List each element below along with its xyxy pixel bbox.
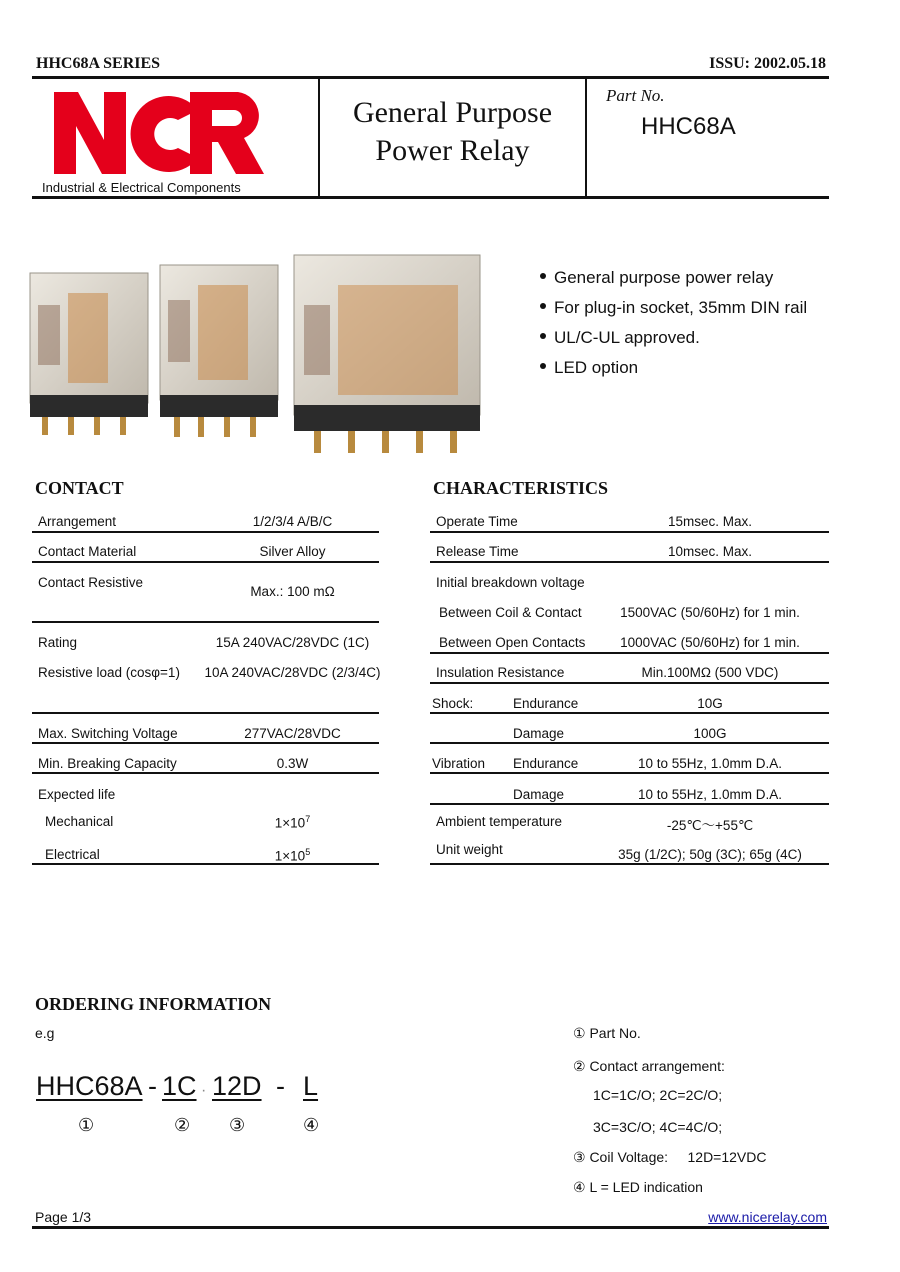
legend-contact-values-1: 1C=1C/O; 2C=2C/O; xyxy=(593,1087,723,1103)
legend-coil-voltage: ③ Coil Voltage: 12D=12VDC xyxy=(573,1149,767,1165)
vibration-label: Vibration xyxy=(432,756,486,771)
unit-weight-value: 35g (1/2C); 50g (3C); 65g (4C) xyxy=(618,847,802,862)
expected-life-label: Expected life xyxy=(38,787,116,802)
contact-arrangement-label: Arrangement xyxy=(38,514,117,529)
row-divider xyxy=(430,531,829,533)
code-coil: 12D xyxy=(212,1071,262,1101)
contact-arrangement-value: 1/2/3/4 A/B/C xyxy=(252,514,333,529)
contact-section-title: CONTACT xyxy=(35,478,124,498)
bullet-icon xyxy=(540,363,546,369)
ncr-logo xyxy=(52,88,267,180)
code-separator: · xyxy=(201,1082,207,1099)
row-divider xyxy=(32,742,379,744)
marker-1: ① xyxy=(78,1115,95,1135)
code-part: HHC68A xyxy=(36,1071,143,1101)
operate-time-label: Operate Time xyxy=(436,514,518,529)
row-divider xyxy=(32,531,379,533)
feature-item: LED option xyxy=(540,358,638,378)
resistive-load-value: 10A 240VAC/28VDC (2/3/4C) xyxy=(204,665,381,680)
shock-damage-label: Damage xyxy=(513,726,565,741)
marker-3: ③ xyxy=(229,1115,246,1135)
bullet-icon xyxy=(540,303,546,309)
mechanical-life-value: $1\times 10^7$ xyxy=(274,814,311,831)
legend-led: ④ L = LED indication xyxy=(573,1179,703,1195)
characteristics-section-title: CHARACTERISTICS xyxy=(433,478,609,498)
release-time-label: Release Time xyxy=(436,544,519,559)
rating-value: 15A 240VAC/28VDC (1C) xyxy=(215,635,370,650)
code-dash-2: - xyxy=(276,1071,285,1101)
feature-item: For plug-in socket, 35mm DIN rail xyxy=(540,298,807,318)
footer-rule xyxy=(32,1226,829,1229)
max-switching-voltage-value: 277VAC/28VDC xyxy=(244,726,341,741)
row-divider xyxy=(430,742,829,744)
min-breaking-capacity-label: Min. Breaking Capacity xyxy=(38,756,177,771)
coil-contact-value: 1500VAC (50/60Hz) for 1 min. xyxy=(620,605,800,620)
ambient-temp-label: Ambient temperature xyxy=(436,814,563,829)
contact-resistive-label: Contact Resistive xyxy=(38,575,144,590)
ambient-temp-value: -25℃～+55℃ xyxy=(666,818,754,833)
header-top-rule xyxy=(32,76,829,79)
electrical-life-value: $1\times 10^5$ xyxy=(274,847,311,864)
legend-contact-arrangement: ② Contact arrangement: xyxy=(573,1058,725,1074)
shock-label: Shock: xyxy=(432,696,474,711)
resistive-load-label: Resistive load (cosφ=1) xyxy=(38,665,180,680)
code-dash-1: - xyxy=(148,1071,157,1101)
row-divider xyxy=(430,712,829,714)
open-contacts-label: Between Open Contacts xyxy=(439,635,586,650)
insulation-resistance-value: Min.100MΩ (500 VDC) xyxy=(641,665,779,680)
website-link[interactable]: www.nicerelay.com xyxy=(708,1209,827,1225)
contact-material-label: Contact Material xyxy=(38,544,137,559)
bullet-icon xyxy=(540,333,546,339)
marker-2: ② xyxy=(174,1115,191,1135)
rating-label: Rating xyxy=(38,635,78,650)
row-divider xyxy=(32,712,379,714)
shock-endurance-label: Endurance xyxy=(513,696,579,711)
part-no-label: Part No. xyxy=(606,86,665,105)
feature-item: UL/C-UL approved. xyxy=(540,328,700,348)
shock-damage-value: 100G xyxy=(693,726,727,741)
row-divider xyxy=(430,772,829,774)
max-switching-voltage-label: Max. Switching Voltage xyxy=(38,726,178,741)
vibration-endurance-label: Endurance xyxy=(513,756,579,771)
code-led: L xyxy=(303,1071,319,1101)
shock-endurance-value: 10G xyxy=(697,696,723,711)
doc-title-line1: General Purpose xyxy=(352,96,553,129)
feature-item: General purpose power relay xyxy=(540,268,773,288)
row-divider xyxy=(32,863,379,865)
unit-weight-label: Unit weight xyxy=(436,842,503,857)
operate-time-value: 15msec. Max. xyxy=(667,514,753,529)
row-divider xyxy=(430,803,829,805)
row-divider xyxy=(430,682,829,684)
row-divider xyxy=(32,621,379,623)
coil-contact-label: Between Coil & Contact xyxy=(439,605,582,620)
relay-product-photo xyxy=(28,245,488,460)
legend-part-no: ① Part No. xyxy=(573,1025,641,1041)
logo-tagline: Industrial & Electrical Components xyxy=(42,180,241,195)
breakdown-voltage-label: Initial breakdown voltage xyxy=(436,575,585,590)
issue-date: ISSU: 2002.05.18 xyxy=(709,55,826,72)
legend-contact-values-2: 3C=3C/O; 4C=4C/O; xyxy=(593,1119,723,1135)
ordering-section-title: ORDERING INFORMATION xyxy=(35,994,272,1014)
electrical-life-label: Electrical xyxy=(45,847,100,862)
doc-title-line2: Power Relay xyxy=(375,134,530,167)
row-divider xyxy=(430,652,829,654)
header-bottom-rule xyxy=(32,196,829,199)
row-divider xyxy=(32,772,379,774)
mechanical-life-label: Mechanical xyxy=(45,814,114,829)
release-time-value: 10msec. Max. xyxy=(667,544,753,559)
insulation-resistance-label: Insulation Resistance xyxy=(436,665,565,680)
bullet-icon xyxy=(540,273,546,279)
row-divider xyxy=(32,561,379,563)
row-divider xyxy=(430,863,829,865)
vibration-damage-label: Damage xyxy=(513,787,565,802)
contact-material-value: Silver Alloy xyxy=(259,544,326,559)
page-number: Page 1/3 xyxy=(35,1209,92,1225)
contact-resistive-value: Max.: 100 mΩ xyxy=(250,584,335,599)
example-label: e.g xyxy=(35,1025,55,1041)
vibration-endurance-value: 10 to 55Hz, 1.0mm D.A. xyxy=(637,756,783,771)
series-title: HHC68A SERIES xyxy=(36,55,161,72)
part-number: HHC68A xyxy=(641,113,736,140)
row-divider xyxy=(430,561,829,563)
marker-4: ④ xyxy=(303,1115,320,1135)
vibration-damage-value: 10 to 55Hz, 1.0mm D.A. xyxy=(637,787,783,802)
open-contacts-value: 1000VAC (50/60Hz) for 1 min. xyxy=(620,635,800,650)
min-breaking-capacity-value: 0.3W xyxy=(276,756,309,771)
header-divider-2 xyxy=(585,79,587,196)
code-arrangement: 1C xyxy=(162,1071,197,1101)
